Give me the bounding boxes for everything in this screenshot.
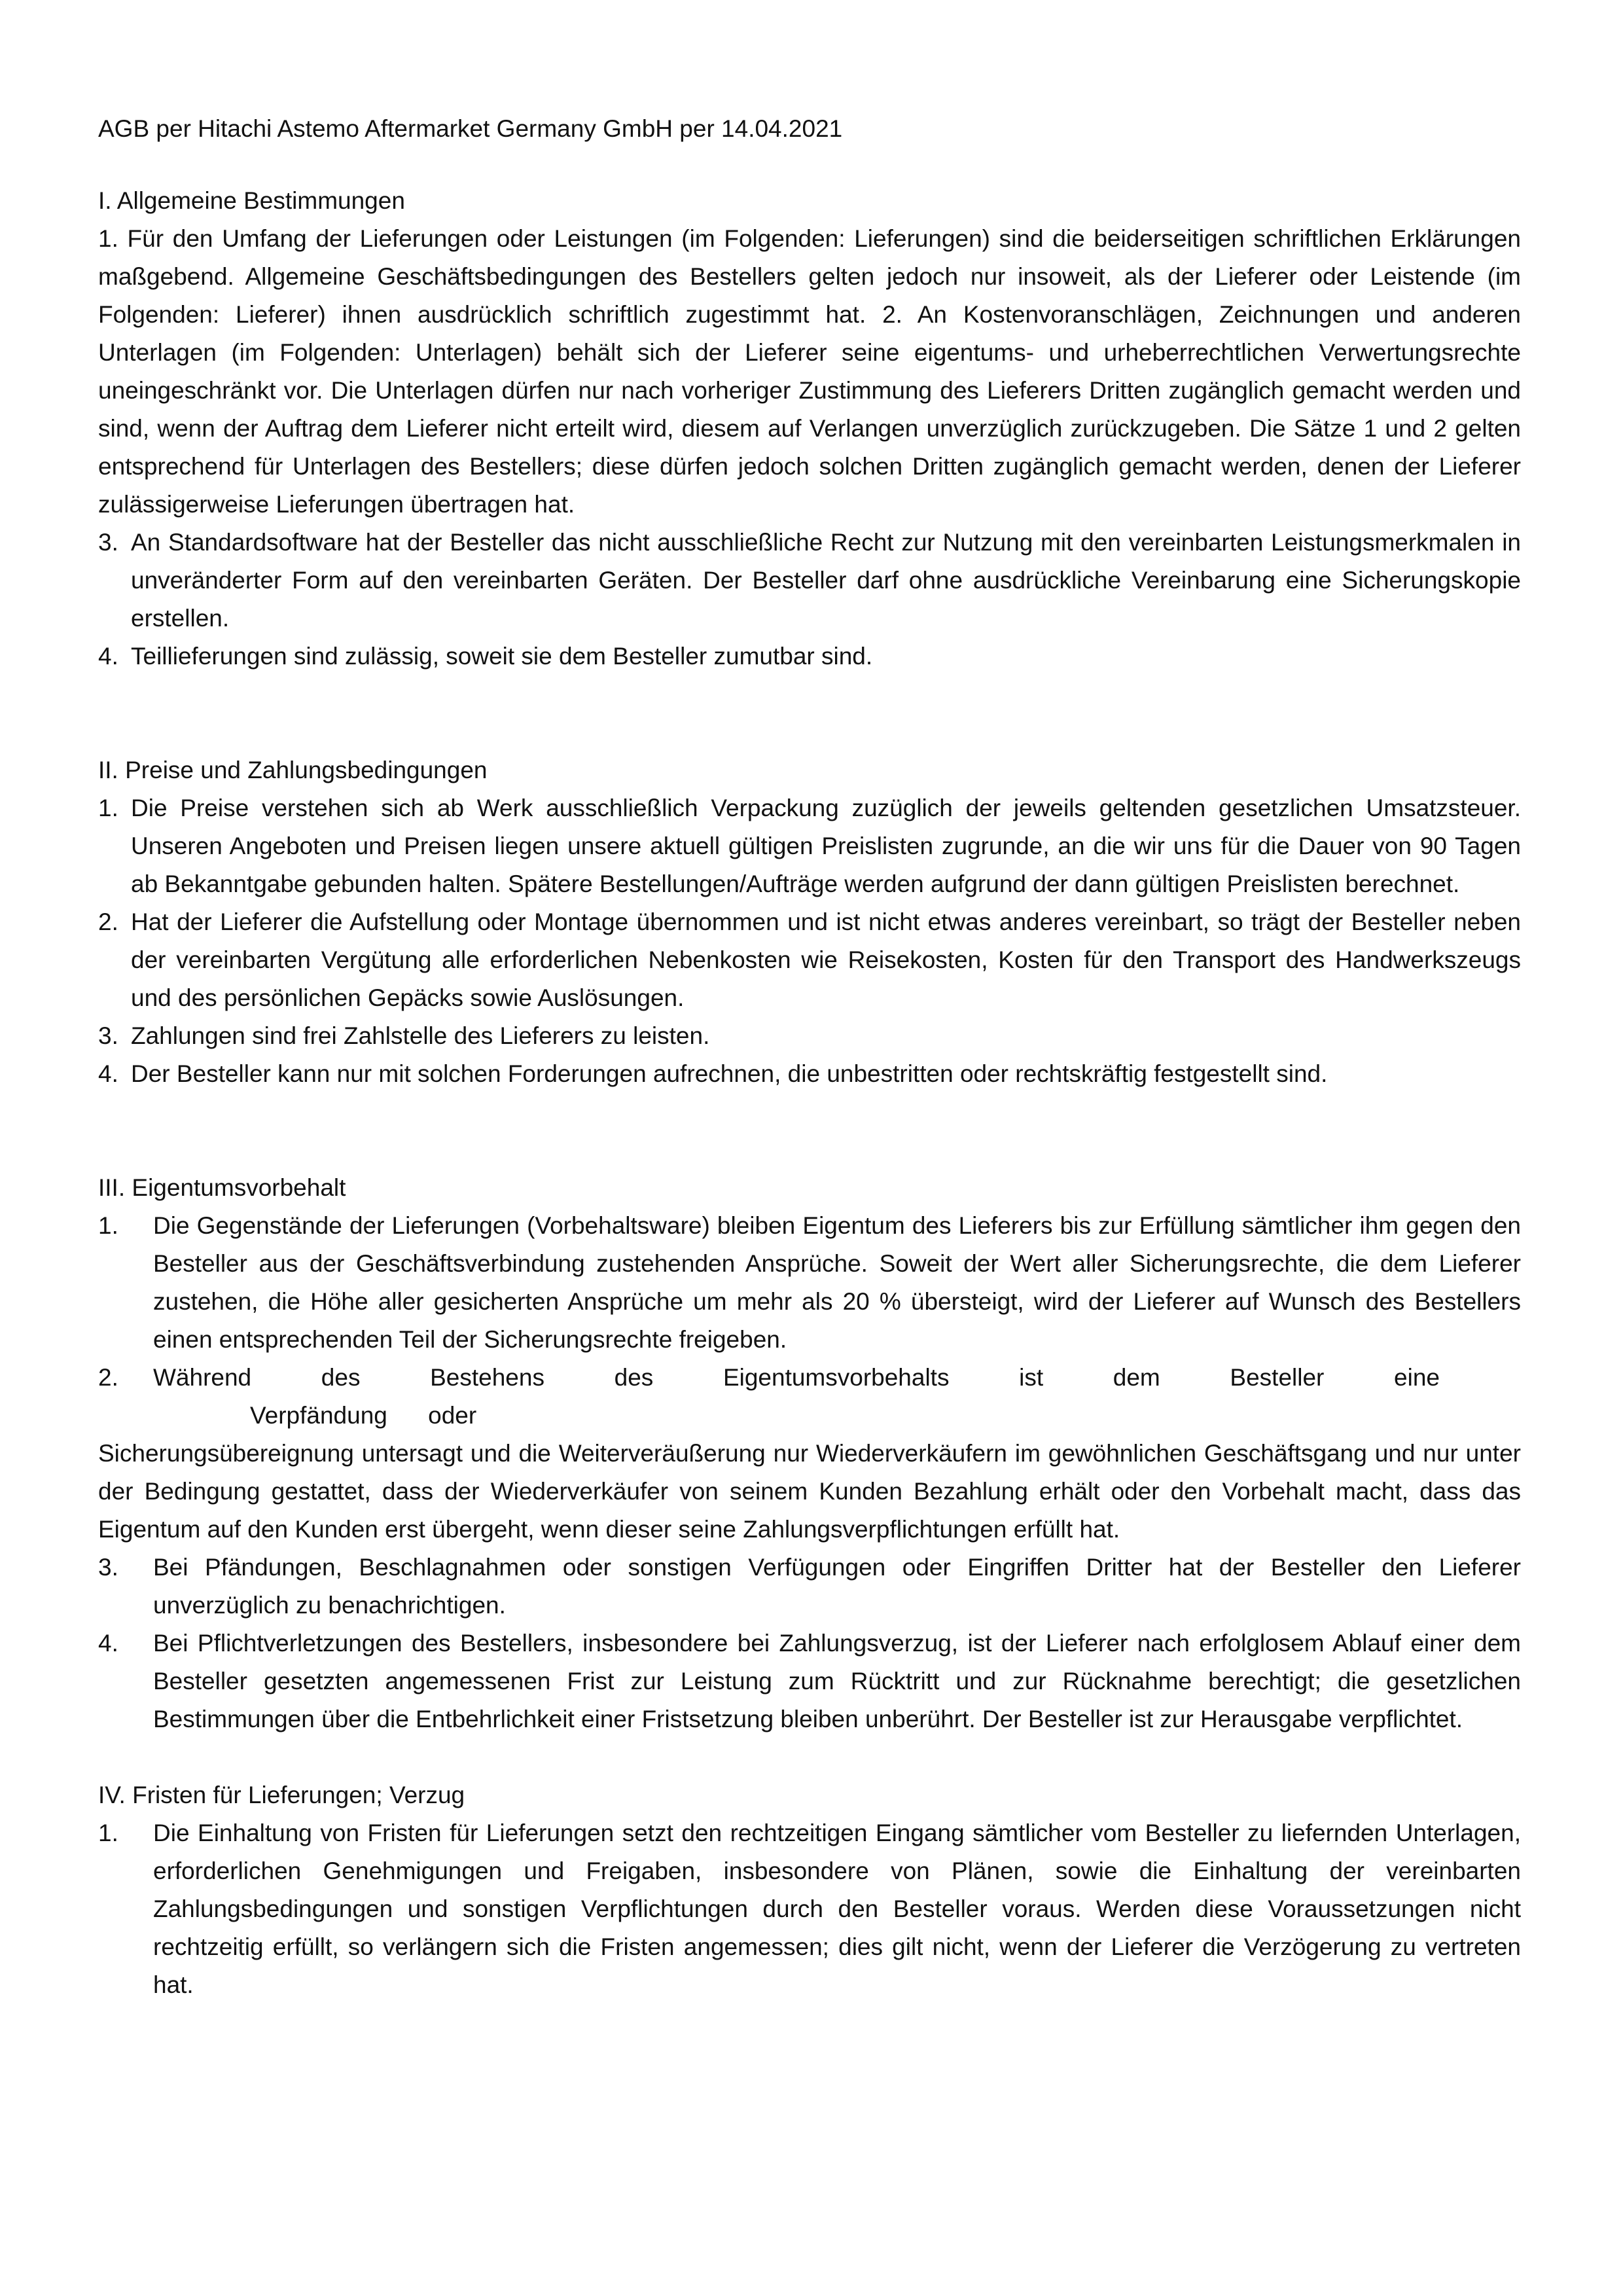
spread-word: ist <box>1019 1364 1044 1391</box>
clause-text: An Standardsoftware hat der Besteller das nicht ausschließliche Recht zur Nutzung mit den vereinbarten Leistungsmerkmalen in unveränderter Form auf den vereinbarten Geräten. Der Besteller darf ohne ausdrückliche Vereinbarung eine Sicherungskopie erstellen. <box>131 529 1521 632</box>
clause-item <box>98 1549 1521 1624</box>
clause-item <box>98 903 1521 1017</box>
spread-word: des <box>321 1364 361 1391</box>
clause-list <box>98 524 1521 675</box>
spread-word: Eigentumsvorbehalts <box>722 1364 950 1391</box>
spread-word: Verpfändung <box>250 1402 387 1429</box>
spread-word: Bestehens <box>430 1364 544 1391</box>
clause-item <box>98 1055 1521 1093</box>
clause-item <box>98 1017 1521 1055</box>
clause-text: Die Gegenstände der Lieferungen (Vorbehaltsware) bleiben Eigentum des Lieferers bis zur Erfüllung sämtlicher ihm gegen den Besteller aus der Geschäftsverbindung zustehenden Ansprüche. Soweit der Wert aller Sicherungsrechte, die dem Lieferer zustehen, die Höhe aller gesicherten Ansprüche um mehr als 20 % übersteigt, wird der Lieferer auf Wunsch des Bestellers einen entsprechenden Teil der Sicherungsrechte freigeben. <box>153 1212 1521 1353</box>
clause-text: Bei Pfändungen, Beschlagnahmen oder sonstigen Verfügungen oder Eingriffen Dritter hat der Besteller den Lieferer unverzüglich zu benachrichtigen. <box>153 1554 1521 1619</box>
clause-item <box>98 637 1521 675</box>
clause-text: Teillieferungen sind zulässig, soweit sie dem Besteller zumutbar sind. <box>131 643 873 670</box>
clause-list <box>98 1207 1521 1359</box>
section-heading: IV. Fristen für Lieferungen; Verzug <box>98 1782 465 1808</box>
clause-number: 3. <box>98 529 118 556</box>
section-intro-paragraph: 1. Für den Umfang der Lieferungen oder Leistungen (im Folgenden: Lieferungen) sind die beiderseitigen schriftlichen Erklärungen maßgebend. Allgemeine Geschäftsbedingungen des Bestellers gelten jedoch nur insoweit, als der Lieferer oder Leistende (im Folgenden: Lieferer) ihnen ausdrücklich schriftlich zugestimmt hat. 2. An Kostenvoranschlägen, Zeichnungen und anderen Unterlagen (im Folgenden: Unterlagen) behält sich der Lieferer seine eigentums- und urheberrechtlichen Verwertungsrechte uneingeschränkt vor. Die Unterlagen dürfen nur nach vorheriger Zustimmung des Lieferers Dritten zugänglich gemacht werden und sind, wenn der Auftrag dem Lieferer nicht erteilt wird, diesem auf Verlangen unverzüglich zurückzugeben. Die Sätze 1 und 2 gelten entsprechend für Unterlagen des Bestellers; diese dürfen jedoch solchen Dritten zugänglich gemacht werden, denen der Lieferer zulässigerweise Lieferungen übertragen hat. <box>98 225 1521 518</box>
document-title: AGB per Hitachi Astemo Aftermarket Germany GmbH per 14.04.2021 <box>98 115 843 142</box>
clause-item <box>98 789 1521 903</box>
spacer <box>98 675 1521 751</box>
clause-number: 2. <box>98 908 118 935</box>
clause-text: Hat der Lieferer die Aufstellung oder Montage übernommen und ist nicht etwas anderes vereinbart, so trägt der Besteller neben der vereinbarten Vergütung alle erforderlichen Nebenkosten wie Reisekosten, Kosten für den Transport des Handwerkszeugs und des persönlichen Gepäcks sowie Auslösungen. <box>131 908 1521 1011</box>
spacer <box>98 1093 1521 1169</box>
spread-word: eine <box>1394 1364 1440 1391</box>
clause-item <box>98 1814 1521 2004</box>
clause-continuation-text: Sicherungsübereignung untersagt und die Weiterveräußerung nur Wiederverkäufern im gewöhnlichen Geschäftsgang und nur unter der Bedingung gestattet, dass der Wiederverkäufer von seinem Kunden Bezahlung erhält oder den Vorbehalt macht, dass das Eigentum auf den Kunden erst übergeht, wenn dieser seine Zahlungsverpflichtungen erfüllt hat. <box>98 1440 1521 1543</box>
section-delivery-deadlines <box>98 1776 1521 2004</box>
clause-number: 2. <box>98 1364 118 1391</box>
clause-item-split <box>98 1359 1521 1435</box>
clause-text: Zahlungen sind frei Zahlstelle des Lieferers zu leisten. <box>131 1022 710 1049</box>
clause-text: Der Besteller kann nur mit solchen Forderungen aufrechnen, die unbestritten oder rechtskräftig festgestellt sind. <box>131 1060 1328 1087</box>
spread-word: Während <box>153 1364 252 1391</box>
spread-word: dem <box>1113 1364 1160 1391</box>
clause-text: Bei Pflichtverletzungen des Bestellers, insbesondere bei Zahlungsverzug, ist der Lieferer nach erfolglosem Ablauf einer dem Besteller gesetzten angemessenen Frist zur Leistung zum Rücktritt und zur Rücknahme berechtigt; die gesetzlichen Bestimmungen über die Entbehrlichkeit einer Fristsetzung bleiben unberührt. Der Besteller ist zur Herausgabe verpflichtet. <box>153 1630 1521 1732</box>
spread-word-line <box>153 1359 1440 1397</box>
clause-text: Die Einhaltung von Fristen für Lieferungen setzt den rechtzeitigen Eingang sämtlicher vom Besteller zu liefernden Unterlagen, erforderlichen Genehmigungen und Freigaben, insbesondere von Plänen, sowie die Einhaltung der vereinbarten Zahlungsbedingungen und sonstigen Verpflichtungen durch den Besteller voraus. Werden diese Voraussetzungen nicht rechtzeitig erfüllt, so verlängern sich die Fristen angemessen; dies gilt nicht, wenn der Lieferer die Verzögerung zu vertreten hat. <box>153 1820 1521 1998</box>
clause-text: Die Preise verstehen sich ab Werk ausschließlich Verpackung zuzüglich der jeweils geltenden gesetzlichen Umsatzsteuer. Unseren Angeboten und Preisen liegen unsere aktuell gültigen Preislisten zugrunde, an die wir uns für die Dauer von 90 Tagen ab Bekanntgabe gebunden halten. Spätere Bestellungen/Aufträge werden aufgrund der dann gültigen Preislisten berechnet. <box>131 795 1521 897</box>
clause-list <box>98 1549 1521 1738</box>
clause-list <box>98 789 1521 1093</box>
clause-number: 4. <box>98 1060 118 1087</box>
clause-item <box>98 1624 1521 1738</box>
section-heading: III. Eigentumsvorbehalt <box>98 1174 346 1201</box>
clause-item <box>98 524 1521 637</box>
section-heading: II. Preise und Zahlungsbedingungen <box>98 757 488 783</box>
document-page <box>98 110 1521 2004</box>
clause-number: 4. <box>98 643 118 670</box>
clause-number: 3. <box>98 1022 118 1049</box>
clause-number: 1. <box>98 795 118 821</box>
section-heading: I. Allgemeine Bestimmungen <box>98 187 405 214</box>
clause-number: 3. <box>98 1554 118 1581</box>
clause-number: 1. <box>98 1820 118 1846</box>
clause-item <box>98 1207 1521 1359</box>
clause-number: 1. <box>98 1212 118 1239</box>
section-prices-payment <box>98 751 1521 1093</box>
clause-list <box>98 1814 1521 2004</box>
spacer <box>98 1738 1521 1776</box>
section-general-provisions <box>98 182 1521 675</box>
clause-number: 4. <box>98 1630 118 1657</box>
spread-word: oder <box>428 1402 477 1429</box>
spread-word-continuation <box>153 1397 1521 1435</box>
section-retention-of-title <box>98 1169 1521 1738</box>
spread-word: des <box>614 1364 654 1391</box>
spread-word: Besteller <box>1230 1364 1325 1391</box>
